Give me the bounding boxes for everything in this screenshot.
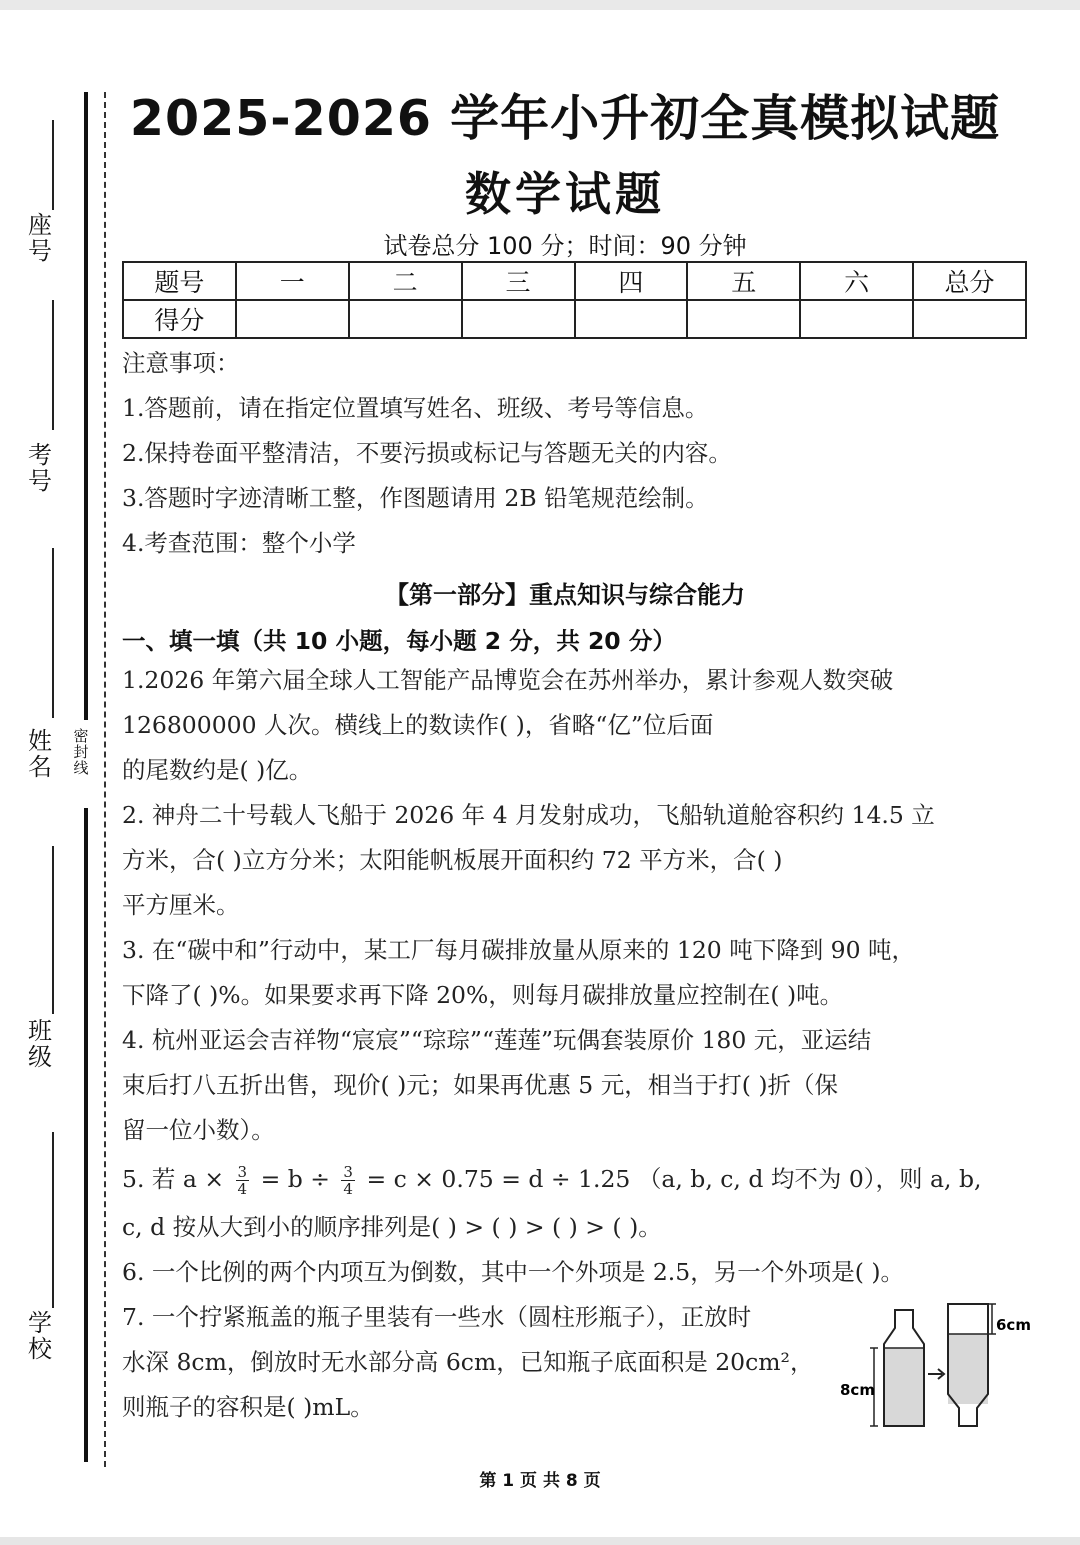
score-table [122, 261, 1027, 339]
question-2-line: 2. 神舟二十号载人飞船于 2026 年 4 月发射成功，飞船轨道舱容积约 14.5 立 [122, 801, 935, 829]
q5-mid1: = b ÷ [260, 1165, 330, 1193]
exam-meta: 试卷总分 100 分；时间：90 分钟 [383, 232, 747, 260]
question-6-line: 6. 一个比例的两个内项互为倒数，其中一个外项是 2.5，另一个外项是( )。 [122, 1258, 905, 1286]
fraction-three-quarters [341, 1164, 355, 1197]
score-header-cell: 四 [575, 262, 688, 300]
bottom-edge [0, 1537, 1080, 1545]
fraction-denominator: 4 [343, 1180, 353, 1198]
fraction-numerator: 3 [343, 1163, 353, 1181]
label-8cm: 8cm [840, 1381, 875, 1399]
seat-label: 座号 [28, 211, 52, 265]
score-header-cell: 五 [687, 262, 800, 300]
score-blank-cell[interactable] [236, 300, 349, 338]
score-header-cell: 总分 [913, 262, 1026, 300]
class-label: 班级 [28, 1017, 52, 1071]
score-row-label: 得分 [123, 300, 236, 338]
question-5-line: c, d 按从大到小的顺序排列是( ) > ( ) > ( ) > ( )。 [122, 1213, 662, 1241]
school-label: 学校 [28, 1309, 52, 1363]
question-3-line: 下降了( )%。如果要求再下降 20%，则每月碳排放量应控制在( )吨。 [122, 981, 844, 1009]
label-6cm: 6cm [996, 1316, 1031, 1334]
score-header-cell: 三 [462, 262, 575, 300]
page-number: 第 1 页 共 8 页 [479, 1471, 601, 1491]
fraction-three-quarters [236, 1164, 250, 1197]
note-item: 2.保持卷面平整清洁，不要污损或标记与答题无关的内容。 [122, 439, 732, 467]
score-header-row [123, 262, 1026, 300]
name-underline [52, 548, 54, 718]
question-3-line: 3. 在“碳中和”行动中，某工厂每月碳排放量从原来的 120 吨下降到 90 吨， [122, 936, 916, 964]
seal-line-label: 密封线 [73, 727, 89, 777]
part-title: 一、填一填（共 10 小题，每小题 2 分，共 20 分） [122, 627, 676, 655]
bottle-figure [838, 1298, 1038, 1438]
fraction-denominator: 4 [237, 1180, 248, 1198]
question-1-line: 的尾数约是( )亿。 [122, 756, 313, 784]
score-header-cell: 六 [800, 262, 913, 300]
exam-no-label: 考号 [28, 441, 52, 495]
note-item: 3.答题时字迹清晰工整，作图题请用 2B 铅笔规范绘制。 [122, 484, 709, 512]
exam-no-underline [52, 300, 54, 430]
q5-mid2: = c × 0.75 = d ÷ 1.25 （a, b, c, d 均不为 0），则 a, b, [366, 1165, 982, 1193]
question-7-line: 则瓶子的容积是( )mL。 [122, 1393, 374, 1421]
water-fill-inverted [948, 1334, 988, 1404]
name-label: 姓名 [28, 727, 52, 781]
question-4-line: 4. 杭州亚运会吉祥物“宸宸”“琮琮”“莲莲”玩偶套装原价 180 元，亚运结 [122, 1026, 872, 1054]
score-blank-cell[interactable] [800, 300, 913, 338]
section-title: 【第一部分】重点知识与综合能力 [385, 581, 745, 609]
question-2-line: 平方厘米。 [122, 891, 240, 919]
q5-start: 5. 若 a × [122, 1165, 225, 1193]
question-7-line: 水深 8cm，倒放时无水部分高 6cm，已知瓶子底面积是 20cm²， [122, 1348, 814, 1376]
question-4-line: 留一位小数）。 [122, 1116, 275, 1144]
score-header-cell: 二 [349, 262, 462, 300]
score-blank-cell[interactable] [913, 300, 1026, 338]
seat-underline [52, 120, 54, 210]
question-4-line: 束后打八五折出售，现价( )元；如果再优惠 5 元，相当于打( )折（保 [122, 1071, 839, 1099]
water-fill-upright [884, 1348, 924, 1426]
binding-line-bottom [84, 808, 88, 1462]
school-underline [52, 1132, 54, 1308]
score-value-row [123, 300, 1026, 338]
note-item: 4.考查范围：整个小学 [122, 529, 356, 557]
exam-title: 2025-2026 学年小升初全真模拟试题 [129, 90, 1001, 147]
binding-line-top [84, 92, 88, 720]
top-edge [0, 0, 1080, 10]
class-underline [52, 846, 54, 1014]
score-blank-cell[interactable] [575, 300, 688, 338]
question-2-line: 方米，合( )立方分米；太阳能帆板展开面积约 72 平方米，合( ) [122, 846, 783, 874]
question-7-line: 7. 一个拧紧瓶盖的瓶子里装有一些水（圆柱形瓶子），正放时 [122, 1303, 752, 1331]
question-5-line [122, 1164, 1022, 1197]
question-1-line: 1.2026 年第六届全球人工智能产品博览会在苏州举办，累计参观人数突破 [122, 666, 894, 694]
score-header-cell: 题号 [123, 262, 236, 300]
subject-title: 数学试题 [465, 167, 665, 221]
cut-line [104, 92, 106, 1467]
score-blank-cell[interactable] [687, 300, 800, 338]
score-header-cell: 一 [236, 262, 349, 300]
fraction-numerator: 3 [237, 1163, 248, 1181]
note-item: 1.答题前，请在指定位置填写姓名、班级、考号等信息。 [122, 394, 709, 422]
score-blank-cell[interactable] [349, 300, 462, 338]
question-1-line: 126800000 人次。横线上的数读作( )，省略“亿”位后面 [122, 711, 714, 739]
notes-title: 注意事项： [122, 349, 240, 377]
score-blank-cell[interactable] [462, 300, 575, 338]
